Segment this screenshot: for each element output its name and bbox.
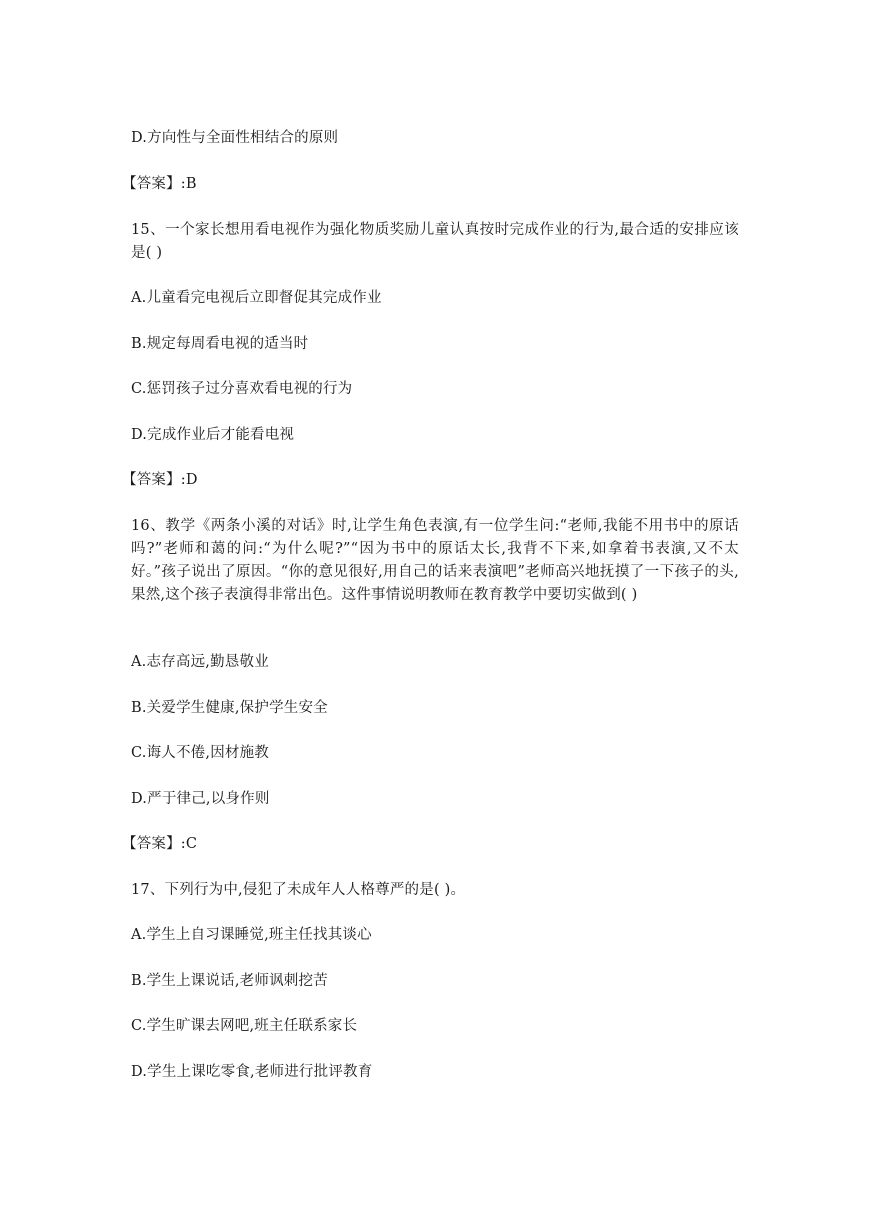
q17-stem: 17、下列行为中,侵犯了未成年人人格尊严的是( )。: [131, 882, 466, 898]
q15-option-b: B.规定每周看电视的适当时: [131, 336, 309, 352]
q17-option-a: A.学生上自习课睡觉,班主任找其谈心: [131, 927, 372, 943]
q15-answer: 【答案】:D: [122, 472, 198, 488]
prev-answer: 【答案】:B: [122, 176, 197, 192]
q16-option-d: D.严于律己,以身作则: [131, 791, 270, 807]
q17-option-b: B.学生上课说话,老师讽刺挖苦: [131, 973, 328, 989]
q15-stem: 15、一个家长想用看电视作为强化物质奖励儿童认真按时完成作业的行为,最合适的安排应该是( ): [131, 222, 739, 261]
q16-option-b: B.关爱学生健康,保护学生安全: [131, 700, 328, 716]
q15-option-c: C.惩罚孩子过分喜欢看电视的行为: [131, 381, 353, 397]
q16-option-c: C.诲人不倦,因材施教: [131, 745, 269, 761]
q15-option-a: A.儿童看完电视后立即督促其完成作业: [131, 290, 382, 306]
q16-option-a: A.志存高远,勤恳敬业: [131, 654, 269, 670]
q16-answer: 【答案】:C: [122, 836, 198, 852]
q17-option-d: D.学生上课吃零食,老师进行批评教育: [131, 1064, 373, 1080]
prev-option-d: D.方向性与全面性相结合的原则: [131, 130, 339, 146]
q17-option-c: C.学生旷课去网吧,班主任联系家长: [131, 1018, 358, 1034]
q16-stem: 16、教学《两条小溪的对话》时,让学生角色表演,有一位学生问:“老师,我能不用书中的原话吗?”老师和蔼的问:“为什么呢?”“因为书中的原话太长,我背不下来,如拿着书表演,又不太好。”孩子说出了原因。“你的意见很好,用自己的话来表演吧”老师高兴地抚摸了一下孩子的头,果然,这个孩子表演得非常出色。这件事情说明教师在教育教学中要切实做到( ): [131, 518, 739, 603]
q15-option-d: D.完成作业后才能看电视: [131, 427, 295, 443]
